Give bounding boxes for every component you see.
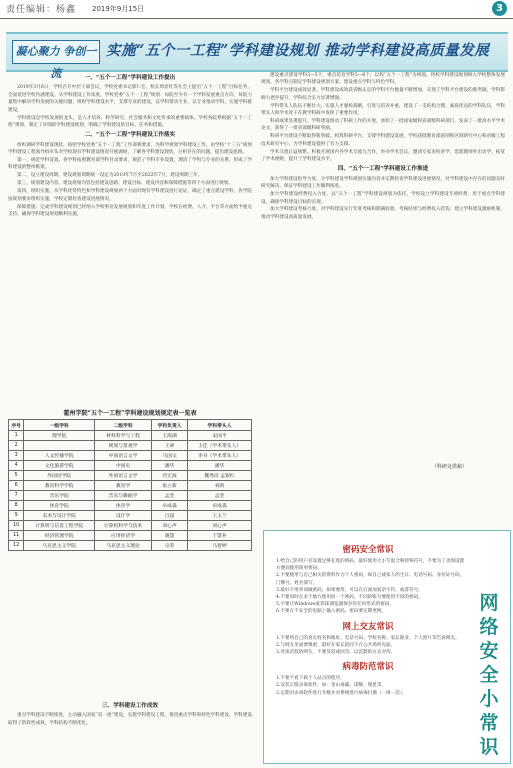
table-cell: 设计学: [95, 511, 152, 521]
table-cell: 11: [9, 531, 24, 541]
paragraph: 第四，组织实施。从学科优势特色和学科建设规划两个方面对现有学科建设进行论证，确定了重点建设学科，各学院按规划要求组织实施，学校定期检查建设进展情况。: [8, 189, 252, 202]
table-cell: 应用经济学: [95, 531, 152, 541]
table-cell: 于慧补: [188, 531, 252, 541]
table-cell: 美术与设计学院: [24, 511, 95, 521]
tip-item: 1.不要将自己的真实姓名和地址、电话号码、学校名称、家长职业、个人照片等告诉网友。: [276, 635, 460, 641]
table-row: [9, 491, 252, 501]
paragraph: 加大学科建设经费投入力度。以“五个一工程”学科建设规划为依托，学校设立学科建设专项经费，用于重点学科建设，确保学科建设目标的实现。: [261, 192, 505, 205]
table-cell: 孟奎: [152, 491, 188, 501]
source-note: （科研处供稿）: [431, 464, 467, 470]
editor-credit: 责任编辑：杨鑫: [6, 5, 77, 15]
table-cell: 王玉兰: [188, 511, 252, 521]
section-heading: 四、“五个一工程”学科建设工作推进: [337, 166, 429, 173]
table-cell: 宫宏波: [152, 471, 188, 481]
column-header: 学科负责人: [152, 420, 188, 431]
table-cell: 音乐学院: [24, 491, 95, 501]
table-cell: 音乐与舞蹈学: [95, 491, 152, 501]
left-column: [8, 72, 252, 219]
table-cell: 10: [9, 521, 24, 531]
table-cell: 9: [9, 511, 24, 521]
table-cell: 8: [9, 501, 24, 511]
table-cell: 卓成淼: [188, 501, 252, 511]
table-cell: 魏秀洁 孟银红: [188, 471, 252, 481]
paragraph: 2019年3月6日，学校召开中层干部会议，学校党委书记郭仁宏、校长周显红等在会上提出“五个一工程”目标任务，全面促进学校内涵建设。从学科建设工作角度，学校党委“五个一工程”规划：每院至少有一个学科发展重点方向，每院力量集中解决学科发展的关键问题，组织学科建设水平，支撑专业的建设，以学科带动专业，以专业推动学科，实施学科群建设。: [8, 85, 252, 113]
table-cell: 马克思主义学院: [24, 541, 95, 551]
paragraph: 第一，规范学科设置。各学科按照教育部学科目录要求，规范了学科专业设置，理清了学科与专业的关系，形成了学科建设的整体框架。: [8, 158, 252, 171]
section-heading: 三、学科建设工作成效: [102, 703, 158, 709]
paragraph: 重点学科建设不断推进，主动融入国家“双一流”建设，实施学科建设工程，推进重点学科和特色学科建设，学科建设取得了阶段性成效，学科结构不断优化。: [8, 713, 252, 726]
table-cell: 外国语言文学: [95, 471, 152, 481]
paragraph: 学科带头人队伍不断壮大。实施人才强校战略，引进与培养并重，建设了一支结构合理、素质优良的学科队伍，学科带头人和学术骨干在教学科研中发挥了重要作用。: [261, 103, 505, 117]
paragraph: 加大学科建设指导力度。分学科建设学科规划实施内容并定期检查学科建设进展情况，对学科建设中存在的问题及时研究解决，保证学科建设工作顺利推进。: [261, 176, 505, 190]
table-row: [9, 501, 252, 511]
tip-item: 3.对谈话低俗网友，不要反驳或回答，以沉默的方式对待。: [276, 650, 396, 656]
table-cell: 7: [9, 491, 24, 501]
section-tag: 凝心聚力 争创一流: [12, 40, 100, 64]
table-cell: 教育学: [95, 481, 152, 491]
tips-heading: 网上交友常识: [342, 621, 394, 632]
table-cell: 张立新: [152, 481, 188, 491]
article-headline: 实施“五个一工程”学科建设规划 推动学科建设高质量发展: [106, 42, 490, 59]
table-cell: 王海湖: [152, 431, 188, 441]
table-cell: 经济管理学院: [24, 531, 95, 541]
table-cell: 马克思主义理论: [95, 541, 152, 551]
paragraph: 保障措施：完成学科建设规划已经纳入学校事业发展规划和年度工作计划，学校在经费、人才、平台等方面给予重点支持，确保学科建设规划顺利实施。: [8, 204, 252, 217]
table-cell: 理学院: [24, 431, 95, 441]
paragraph: 科研平台建设不断取得新突破。构筑科研平台，支撑学科建设发展，学校获批教育部国别和区域研究中心和省级工程技术研究中心，为学科建设提供了有力支撑。: [261, 134, 505, 147]
table-cell: 刘莉: [188, 481, 252, 491]
table-cell: 12: [9, 541, 24, 551]
table-row: [9, 511, 252, 521]
table-row: [9, 441, 252, 451]
table-cell: 中国史: [95, 461, 152, 471]
table-cell: 王翠: [152, 441, 188, 451]
table-cell: 宋国平: [188, 431, 252, 441]
tip-item: 1.不要不看下载个人站点的程序。: [276, 676, 345, 682]
table-row: [9, 531, 252, 541]
tip-item: 3.最好不用单词做密码，如果要用，可以在后面加复杂字符，或者符号。: [276, 587, 423, 593]
left-bottom-section: [8, 700, 252, 728]
issue-date: 2019年9月15日: [92, 5, 145, 13]
table-cell: 马智婷: [188, 541, 252, 551]
table-cell: 外国语学院: [24, 471, 95, 481]
table-cell: 文化旅游学院: [24, 461, 95, 471]
paragraph: 加大学科建设考核力度。对学科建设实行年度考核和期满验收，考核结果与经费投入挂钩，建立学科建设激励机制，推动学科建设高质量发展。: [261, 207, 505, 220]
tip-item: 3.定期对杀毒软件进行升级并对系统进行病毒扫描（一周一次）。: [276, 690, 407, 696]
tip-item: 2.安装正版杀毒软件，如：金山毒霸、诺顿、瑞星等。: [276, 683, 387, 689]
tips-list: [270, 635, 466, 657]
column-header: 序号: [9, 420, 24, 431]
vertical-title: 网络安全小常识: [479, 592, 499, 758]
page-number-badge: 3: [492, 1, 507, 16]
column-header: 学科带头人: [188, 420, 252, 431]
table-cell: 体育学院: [24, 501, 95, 511]
table-cell: 材料科学与工程: [95, 431, 152, 441]
table-cell: 中国语言文学: [95, 451, 152, 461]
tip-item: 2.不要使用与自己相关的资料作为个人密码，如自己或家人的生日、电话号码、身份证号码、门牌号、姓名简写。: [276, 573, 465, 586]
tip-item: 6.不要在不安全的电脑上输入密码，密码要定期更换。: [276, 609, 387, 615]
table-cell: 人文传播学院: [24, 451, 95, 461]
column-header: 一级学科: [24, 420, 95, 431]
table-cell: 6: [9, 481, 24, 491]
table-cell: 卓成淼: [152, 501, 188, 511]
table-row: [9, 521, 252, 531]
tips-list: [270, 558, 466, 616]
table-cell: 马国文: [152, 451, 188, 461]
tips-heading: 密码安全常识: [342, 545, 394, 555]
table-cell: 吕超: [152, 511, 188, 521]
table-row: [9, 541, 252, 551]
paragraph: 学科平台建设成效显著。学科建设成效获省级认定的学科平台数量不断增加，实现了学科平台建设的新突破，学科影响力逐步提升，学科综合实力显著增强。: [261, 88, 505, 101]
paragraph: 建设重点建设学科3—5个，重点培育学科5—6个，以校“五个一工程”为统领，将校学科建设规划纳入学校整体发展规划，各学科点制定学科建设规划方案，建设重点学科与特色学科。: [261, 73, 505, 86]
table-cell: 2: [9, 441, 24, 451]
table-cell: 规划与景观学: [95, 441, 152, 451]
table-cell: [24, 441, 95, 451]
table-cell: 李书（学术带头人）: [188, 451, 252, 461]
tips-heading: 病毒防范常识: [342, 662, 394, 673]
paragraph: 第三，规划建设内容。建设规划内容包括建设思路、建设目标、建设内容和保障措施等四个方面进行规划。: [17, 181, 233, 187]
column-header: 二级学科: [95, 420, 152, 431]
table-cell: 潘华: [188, 461, 252, 471]
table: [8, 419, 252, 551]
tip-item: 2.与网友见面要慎重，最好在家长陪同下在公共场所见面。: [276, 642, 396, 648]
paragraph: 组织调研学科建设现状。按照学校党委“五个一工程”工作部署要求，为科学规划学科建设工作，由学校“十三五”规划学科建设工程领导组牵头对学校现有学科建设情况开展调研，了解各学科建设现状，分析存在的问题，提出建设思路。: [8, 142, 252, 156]
tips-list: [270, 675, 466, 697]
table-cell: 孟奎: [188, 491, 252, 501]
table-cell: 5: [9, 471, 24, 481]
table-cell: 刘心声: [152, 521, 188, 531]
paragraph: 学科建设是学校发展的龙头，是人才培养、科学研究、社会服务和文化传承的重要载体。学校各院系根据“五个一工程”规划，制定了详细的学科建设规划，明确了学科建设的目标、任务和措施。: [8, 115, 252, 128]
table-cell: 4: [9, 461, 24, 471]
paragraph: 第二，设立建设周期。建设规划周期统一设定为2019年7月至2022年7月，建设周期三年。: [17, 173, 203, 179]
table-cell: 体育学: [95, 501, 152, 511]
table-row: [9, 461, 252, 471]
table-header-row: [9, 420, 252, 431]
table-cell: 潘华: [152, 461, 188, 471]
table-cell: 刘心声: [188, 521, 252, 531]
table-body: [9, 431, 252, 551]
tip-item: 1.给自己的用户名设置足够长度的密码，最好使用大小写混合和特殊符号，不要为了贪图设置方便而使用简单密码。: [276, 559, 465, 572]
table-caption: 霍州学院“五个一工程”学科建设规划规定表一览表: [63, 410, 197, 417]
table-row: [9, 481, 252, 491]
paragraph: 科研成果显著提升。学科建设推动了科研工作的开展，承担了一批国家级和省部级科研项目，发表了一批高水平学术论文，获得了一批省部级科研奖励。: [261, 118, 505, 132]
right-column: [261, 72, 505, 222]
section-heading: 一、“五个一工程”学科建设工作提出: [84, 75, 176, 81]
table-cell: 3: [9, 451, 24, 461]
tip-item: 5.不要让Windows或者IE浏览器保存你任何形式的密码。: [276, 602, 394, 608]
tips-list: [270, 539, 466, 697]
table-row: [9, 431, 252, 441]
section-heading: 二、“五个一工程”学科建设工作落实: [84, 132, 176, 139]
table-cell: 宗荣: [152, 541, 188, 551]
table-cell: 王佳（学术带头人）: [188, 441, 252, 451]
table-row: [9, 471, 252, 481]
table-cell: 计算机科学与技术: [95, 521, 152, 531]
discipline-table: [8, 408, 252, 551]
tip-item: 4.不要同时在多个地方使用同一个密码，不同的账号要使用不同的密码。: [276, 595, 423, 601]
table-cell: 计算机与信息工程学院: [24, 521, 95, 531]
network-safety-box: [263, 530, 511, 764]
table-cell: 谢慧: [152, 531, 188, 541]
table-cell: 1: [9, 431, 24, 441]
table-cell: 教育科学学院: [24, 481, 95, 491]
paragraph: 学术交流日益频繁。积极开展国内外学术交流与合作，举办学术会议，邀请专家来校讲学，选派教师外出访学，拓宽了学术视野，提升了学科建设水平。: [261, 149, 505, 162]
table-row: [9, 451, 252, 461]
page-header: [0, 0, 513, 19]
